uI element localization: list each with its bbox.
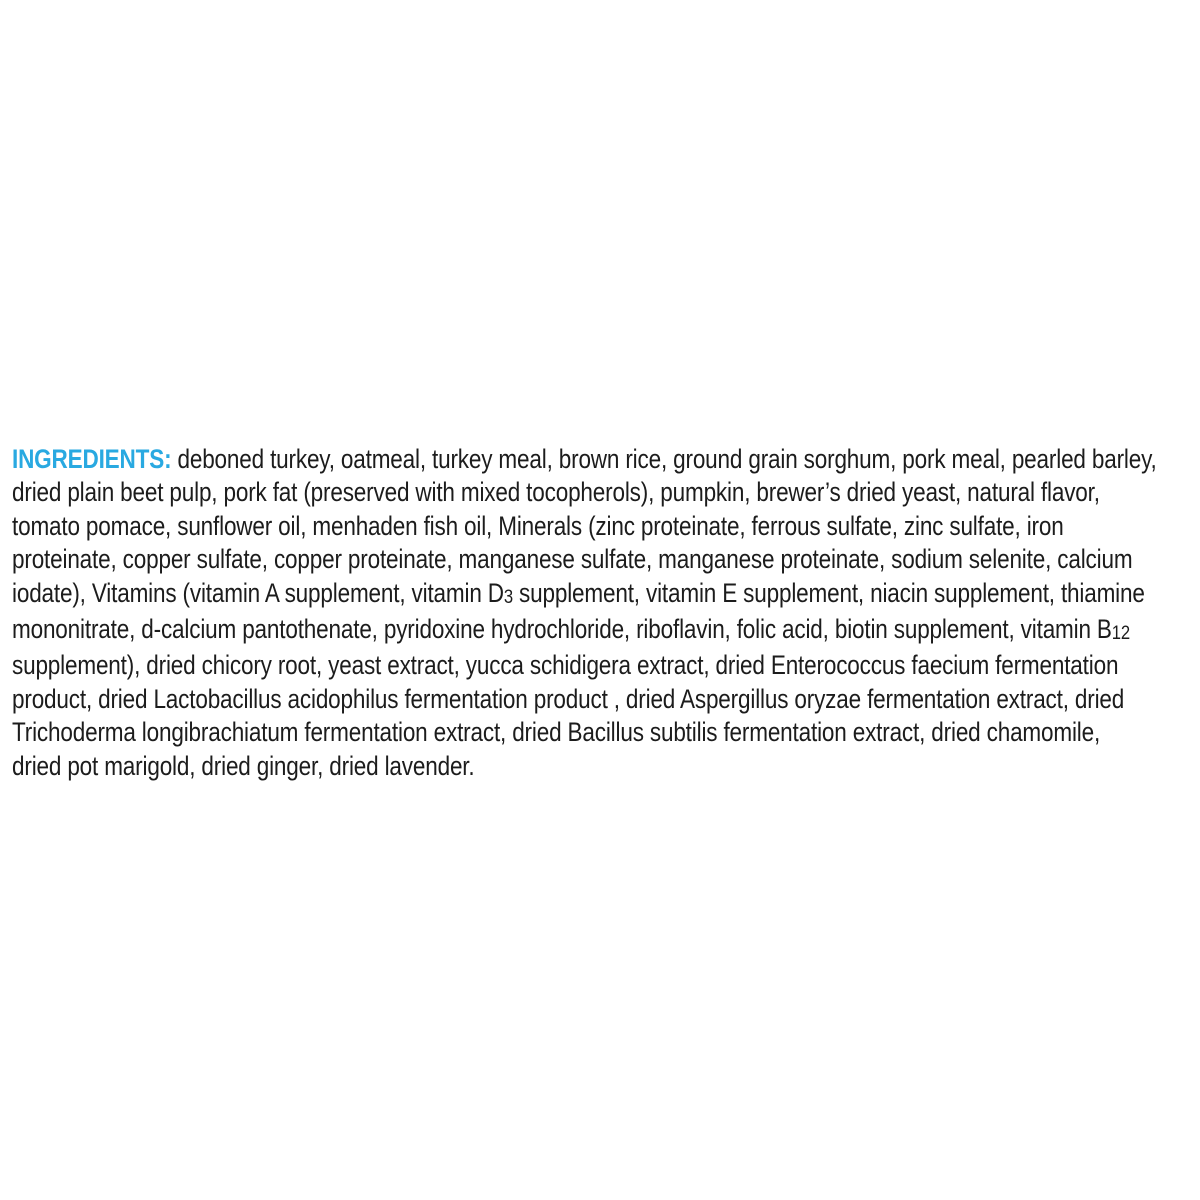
- subscript-text: 12: [1111, 622, 1131, 644]
- ingredients-line: [12, 577, 1145, 613]
- ingredients-text: mononitrate, d-calcium pantothenate, pyridoxine hydrochloride, riboflavin, folic acid, biotin supplement, vitamin B: [12, 614, 1112, 645]
- ingredients-line: [12, 613, 1131, 649]
- ingredients-line: [12, 510, 1064, 543]
- subscript-text: 3: [503, 585, 513, 608]
- ingredients-paragraph: [12, 443, 1197, 783]
- ingredients-line: [12, 683, 1125, 716]
- ingredients-text: dried pot marigold, dried ginger, dried lavender.: [12, 750, 475, 781]
- ingredients-line: [12, 716, 1101, 749]
- ingredients-text: supplement, vitamin E supplement, niacin supplement, thiamine: [512, 577, 1145, 608]
- ingredients-text: proteinate, copper sulfate, copper proteinate, manganese sulfate, manganese proteinate, sodium selenite, calcium: [12, 544, 1133, 575]
- ingredients-line: [12, 649, 1119, 682]
- ingredients-text: deboned turkey, oatmeal, turkey meal, brown rice, ground grain sorghum, pork meal, pearled barley,: [171, 444, 1157, 474]
- ingredients-text: product, dried Lactobacillus acidophilus fermentation product , dried Aspergillus oryzae fermentation extract, dried: [12, 683, 1125, 714]
- ingredients-heading: INGREDIENTS:: [12, 444, 172, 474]
- ingredients-text: Trichoderma longibrachiatum fermentation extract, dried Bacillus subtilis fermentation extract, dried chamomile,: [12, 717, 1101, 748]
- ingredients-text: tomato pomace, sunflower oil, menhaden fish oil, Minerals (zinc proteinate, ferrous sulfate, zinc sulfate, iron: [12, 510, 1064, 541]
- ingredients-line: [12, 750, 1019, 783]
- ingredients-line: [12, 476, 1100, 509]
- ingredients-text: iodate), Vitamins (vitamin A supplement, vitamin D: [12, 577, 504, 608]
- ingredients-line: [12, 543, 1133, 576]
- ingredients-text: dried plain beet pulp, pork fat (preserved with mixed tocopherols), pumpkin, brewer’s dried yeast, natural flavor,: [12, 477, 1100, 508]
- ingredients-text: supplement), dried chicory root, yeast extract, yucca schidigera extract, dried Enterococcus faecium fermentation: [12, 650, 1119, 681]
- ingredients-line: [12, 443, 1157, 476]
